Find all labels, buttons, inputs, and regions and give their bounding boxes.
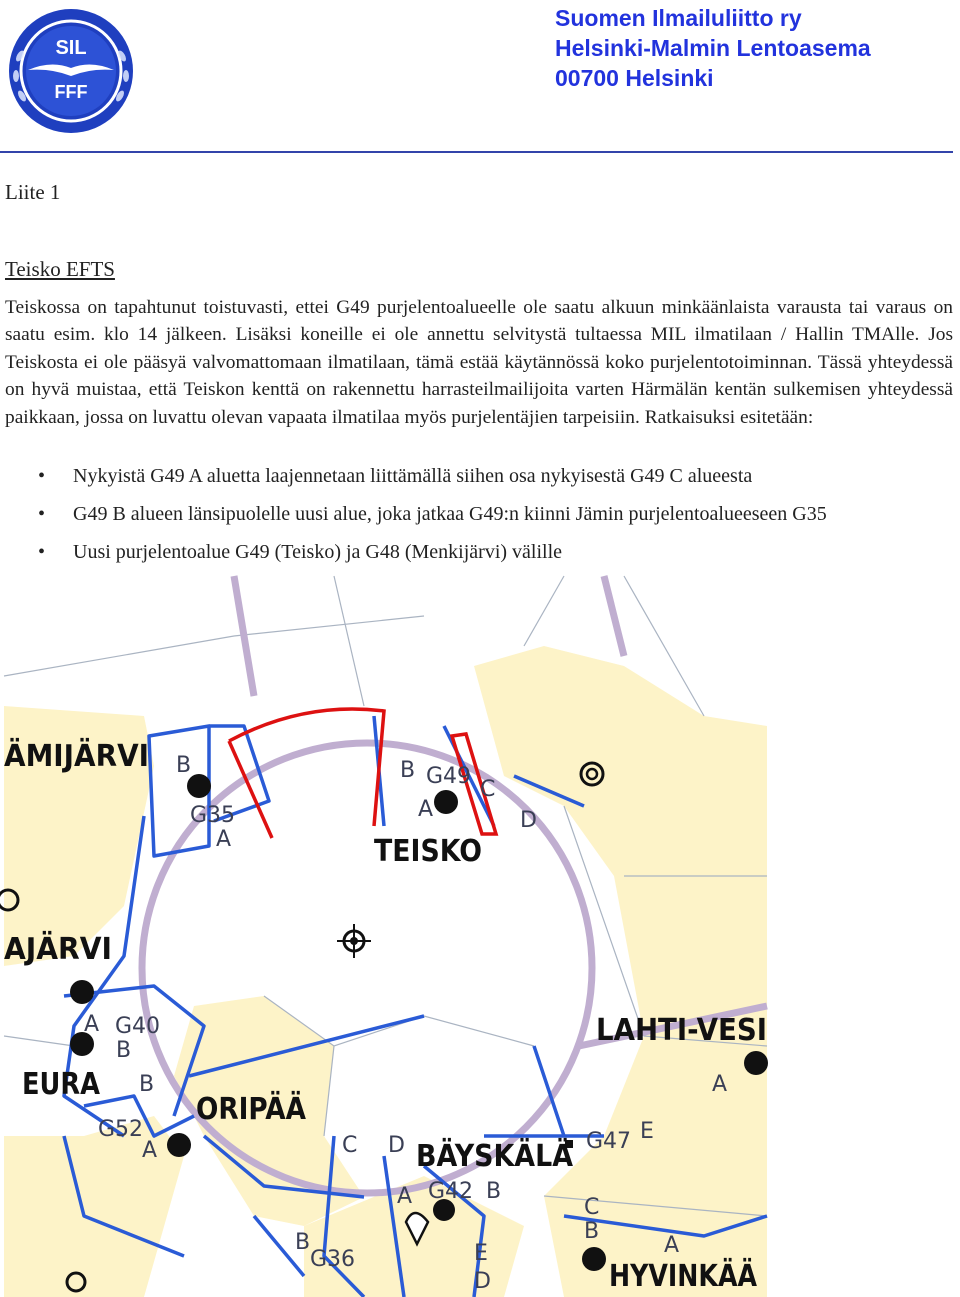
area-label-g47: G47	[586, 1129, 632, 1154]
logo-text-sil: SIL	[55, 37, 87, 59]
airspace-map	[4, 576, 786, 1297]
area-label-b: B	[400, 758, 416, 783]
organization-header	[555, 3, 871, 93]
list-item-text: Uusi purjelentoalue G49 (Teisko) ja G48 (Menkijärvi) välille	[73, 541, 563, 563]
area-label-b: B	[116, 1038, 132, 1063]
area-label-a: A	[397, 1184, 413, 1209]
area-label-b: B	[176, 753, 192, 778]
area-label-a: A	[418, 797, 434, 822]
place-name-bayskala: BÄYSKÄLÄ	[416, 1139, 592, 1174]
place-name-lahti-vesi: LAHTI-VESI	[596, 1013, 767, 1048]
area-label-g35: G35	[190, 803, 236, 828]
area-label-g40: G40	[115, 1014, 161, 1039]
org-address-line2: 00700 Helsinki	[555, 65, 714, 91]
area-label-g42: G42	[428, 1179, 474, 1204]
area-label-a: A	[142, 1138, 158, 1163]
list-item	[0, 500, 827, 538]
place-name-eura: EURA	[22, 1067, 101, 1102]
list-item-text: Nykyistä G49 A aluetta laajennetaan liittämällä siihen osa nykyisestä G49 C alueesta	[73, 465, 753, 487]
bullet-marker: •	[38, 465, 46, 487]
area-label-d: D	[388, 1133, 405, 1158]
logo-text-fff: FFF	[54, 82, 88, 102]
area-label-d: D	[520, 808, 537, 833]
place-name-hyvinkaa: HYVINKÄÄ	[609, 1259, 786, 1294]
bullet-marker: •	[38, 503, 46, 525]
area-label-e: E	[640, 1119, 654, 1144]
place-name-teisko: TEISKO	[374, 834, 482, 869]
area-label-b: B	[486, 1179, 502, 1204]
area-label-b: B	[584, 1219, 600, 1244]
place-name-amijarvi: ÄMIJÄRVI	[4, 739, 161, 774]
place-name-oripaa: ORIPÄÄ	[196, 1092, 322, 1127]
header-divider	[0, 151, 953, 153]
area-label-a: A	[84, 1012, 100, 1037]
area-label-c: C	[342, 1133, 358, 1158]
place-name-ajarvi: AJÄRVI	[4, 932, 120, 967]
bullet-marker: •	[38, 541, 46, 563]
sil-fff-logo	[6, 6, 136, 136]
area-label-g52: G52	[98, 1117, 144, 1142]
area-label-e: E	[474, 1241, 488, 1266]
area-label-b: B	[139, 1072, 155, 1097]
proposal-list	[0, 462, 827, 576]
area-label-d: D	[474, 1269, 491, 1294]
appendix-label: Liite 1	[5, 180, 61, 204]
org-name: Suomen Ilmailuliitto ry	[555, 5, 802, 31]
area-label-g49: G49	[426, 764, 472, 789]
area-label-a: A	[664, 1233, 680, 1258]
area-label-c: C	[480, 777, 496, 802]
area-label-b: B	[295, 1230, 311, 1255]
area-label-a: A	[712, 1072, 728, 1097]
area-label-a: A	[216, 827, 232, 852]
document-subject: Teisko EFTS	[5, 257, 115, 281]
list-item	[0, 538, 827, 576]
body-paragraph: Teiskossa on tapahtunut toistuvasti, ettei G49 purjelentoalueelle ole saatu alkuun minkäänlaista varausta tai varaus on saatu esim. klo 14 jälkeen. Lisäksi koneille ei ole annettu selvitystä tultaessa MIL ilmatilaan / Hallin TMAlle. Jos Teiskosta ei ole pääsyä valvomattomaan ilmatilaan, tämä estää käytännössä koko purjelentotoiminnan. Tässä yhteydessä on hyvä muistaa, että Teiskon kenttä on rakennettu harrasteilmailijoita varten Härmälän kentän sulkemisen yhteydessä paikkaan, jossa on luvattu olevan vapaata ilmatilaa myös purjelentäjien tarpeisiin. Ratkaisuksi esitetään:	[5, 297, 953, 428]
area-label-g36: G36	[310, 1247, 356, 1272]
org-address-line1: Helsinki-Malmin Lentoasema	[555, 35, 871, 61]
list-item-text: G49 B alueen länsipuolelle uusi alue, joka jatkaa G49:n kiinni Jämin purjelentoalueeseen G35	[73, 503, 827, 525]
area-label-c: C	[584, 1195, 600, 1220]
list-item	[0, 462, 827, 500]
